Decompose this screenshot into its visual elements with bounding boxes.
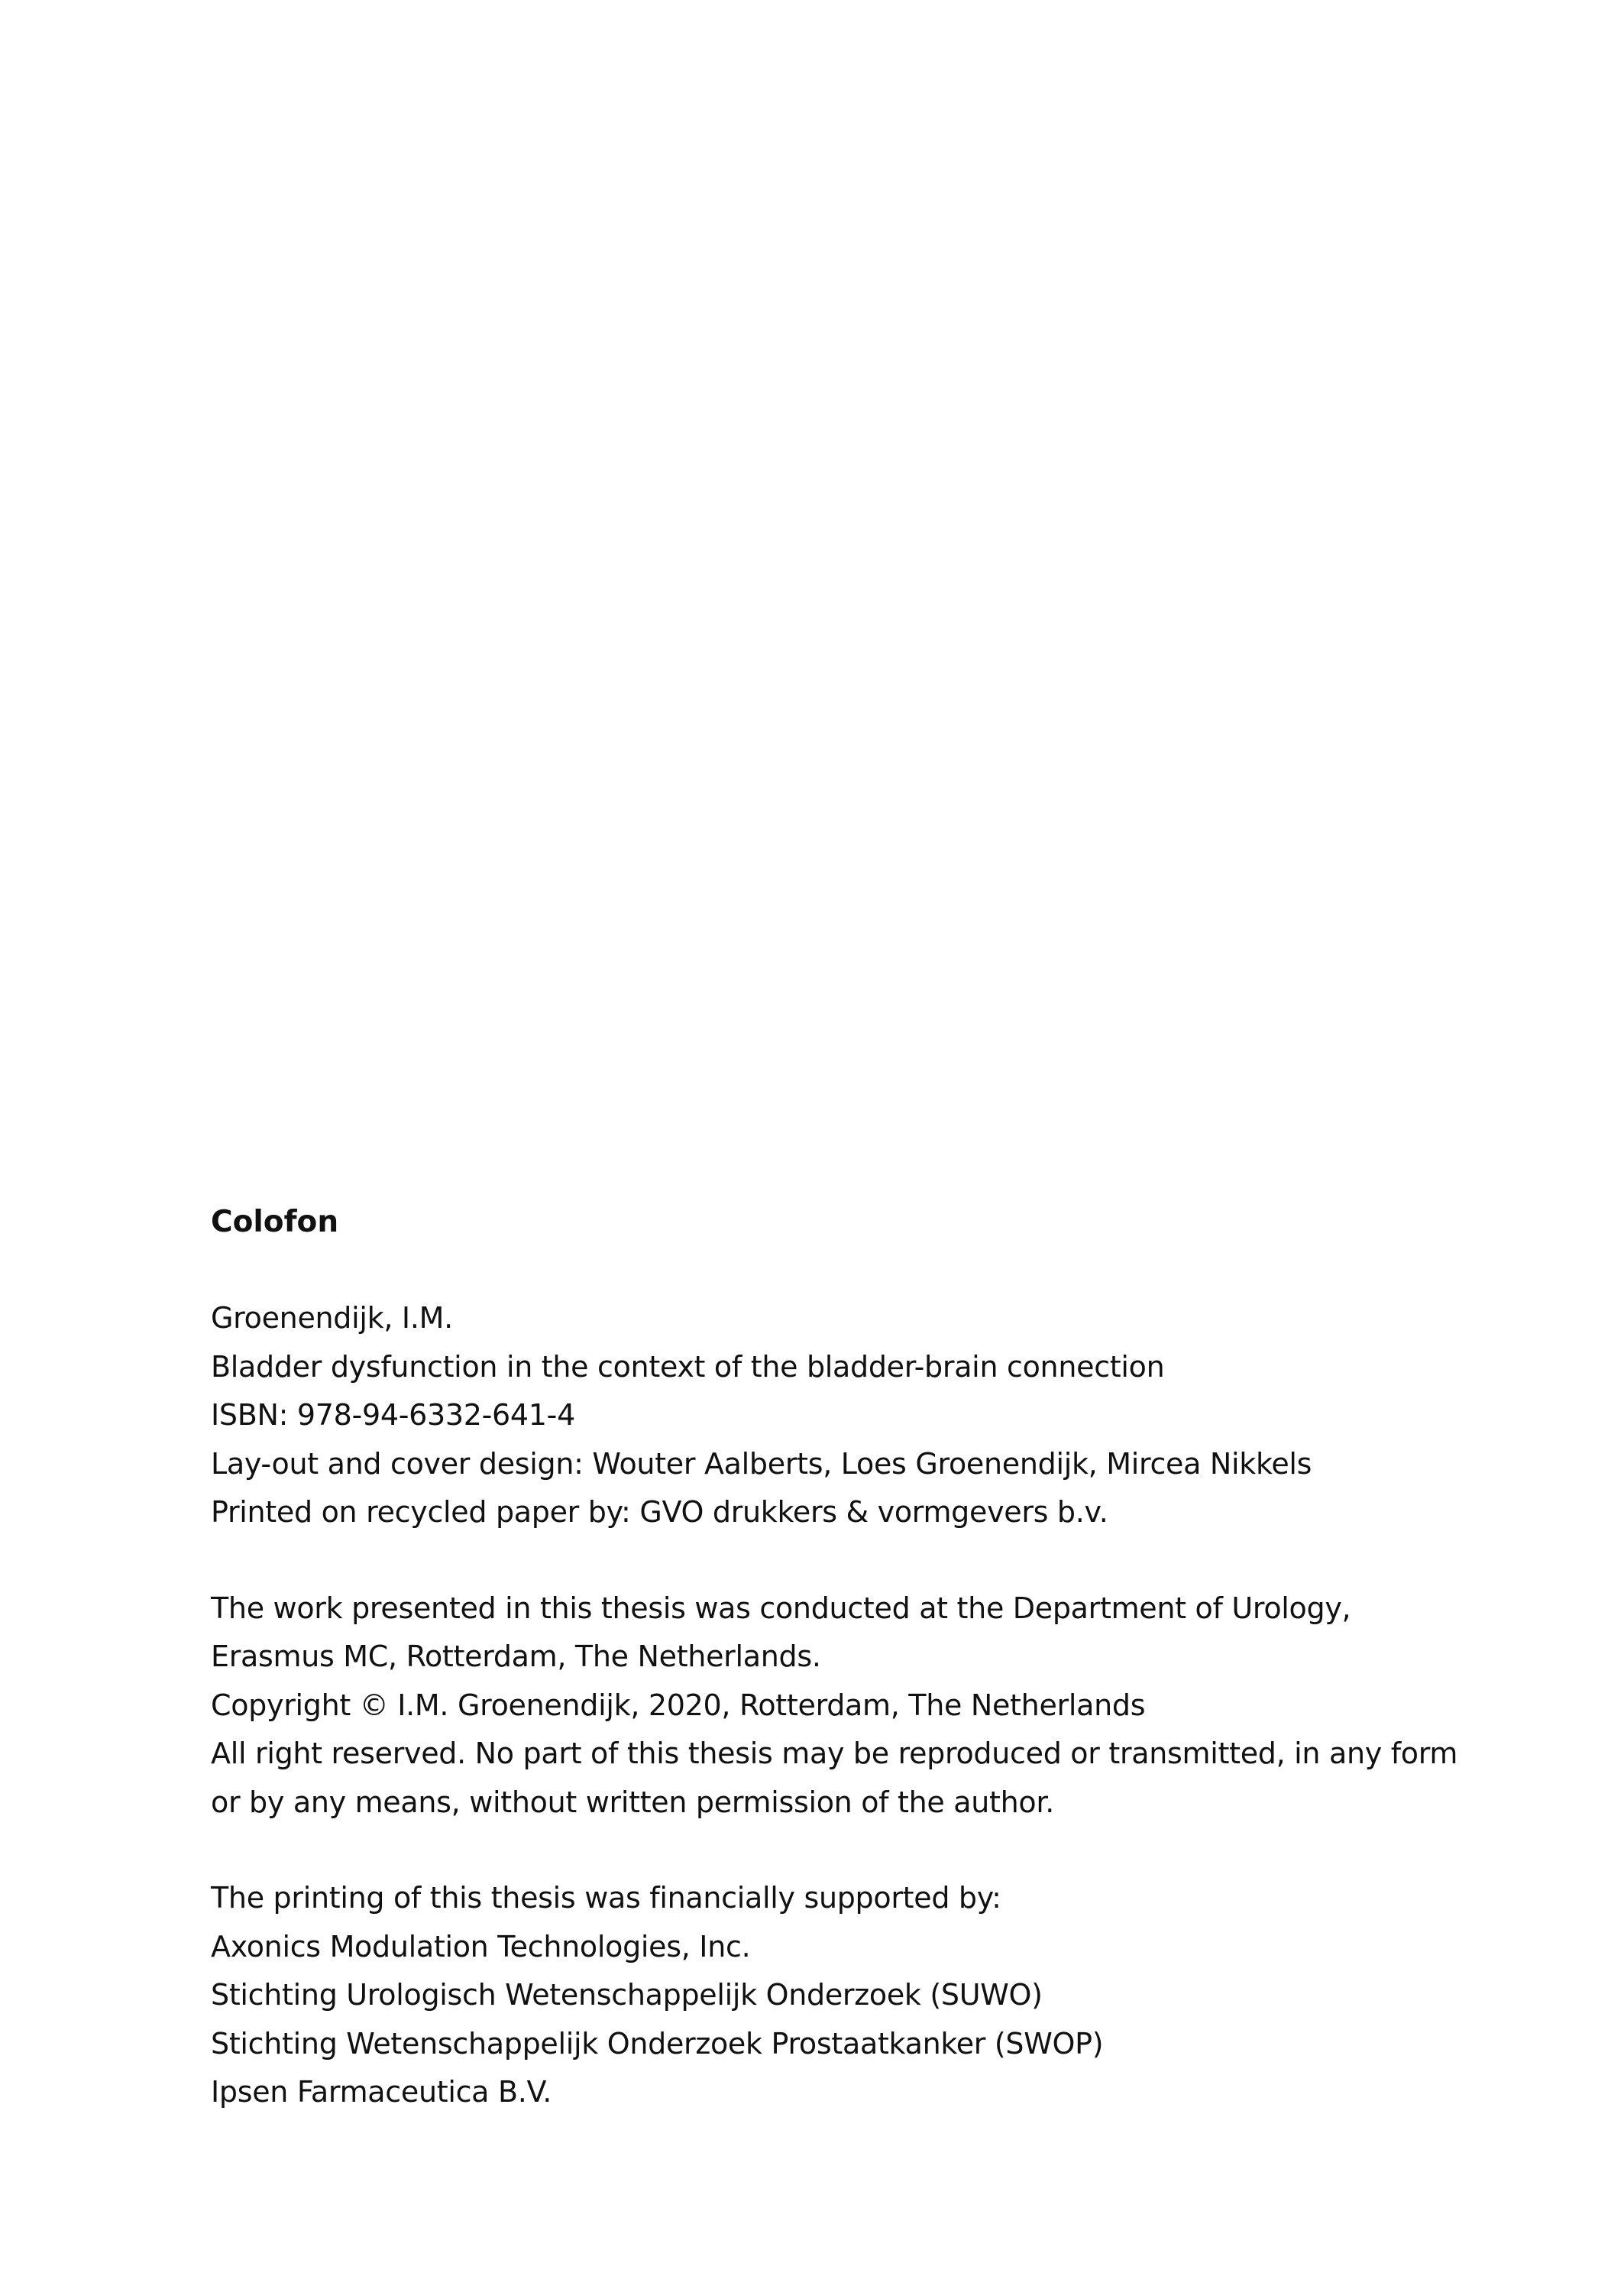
isbn-line: ISBN: 978-94-6332-641-4 (211, 1398, 575, 1432)
sponsor-item: Stichting Urologisch Wetenschappelijk Onderzoek (SUWO) (211, 1978, 1043, 2012)
sponsors-list (211, 1874, 1509, 2117)
rights-line-4: All right reserved. No part of this thesis may be reproduced or transmitted, in any form (211, 1737, 1458, 1770)
design-credits-line: Lay-out and cover design: Wouter Aalberts, Loes Groenendijk, Mircea Nikkels (211, 1446, 1312, 1481)
printer-line: Printed on recycled paper by: GVO drukkers & vormgevers b.v. (211, 1495, 1108, 1529)
sponsor-item: Stichting Wetenschappelijk Onderzoek Prostaatkanker (SWOP) (211, 2026, 1104, 2061)
rights-statement (211, 1585, 1509, 1827)
sponsors-intro: The printing of this thesis was financially supported by: (211, 1881, 1001, 1915)
sponsor-item: Ipsen Farmaceutica B.V. (211, 2075, 552, 2109)
publication-details (211, 1294, 1509, 1537)
thesis-title-line: Bladder dysfunction in the context of the bladder-brain connection (211, 1349, 1165, 1384)
colofon-heading: Colofon (211, 1205, 339, 1239)
copyright-line: Copyright © I.M. Groenendijk, 2020, Rotterdam, The Netherlands (211, 1688, 1146, 1722)
author-line: Groenendijk, I.M. (211, 1301, 453, 1335)
rights-line-2: Erasmus MC, Rotterdam, The Netherlands. (211, 1640, 821, 1673)
rights-line-5: or by any means, without written permission of the author. (211, 1785, 1054, 1819)
rights-line-1: The work presented in this thesis was conducted at the Department of Urology, (211, 1591, 1351, 1625)
colofon-section (211, 1198, 1509, 2164)
sponsor-item: Axonics Modulation Technologies, Inc. (211, 1929, 751, 1963)
